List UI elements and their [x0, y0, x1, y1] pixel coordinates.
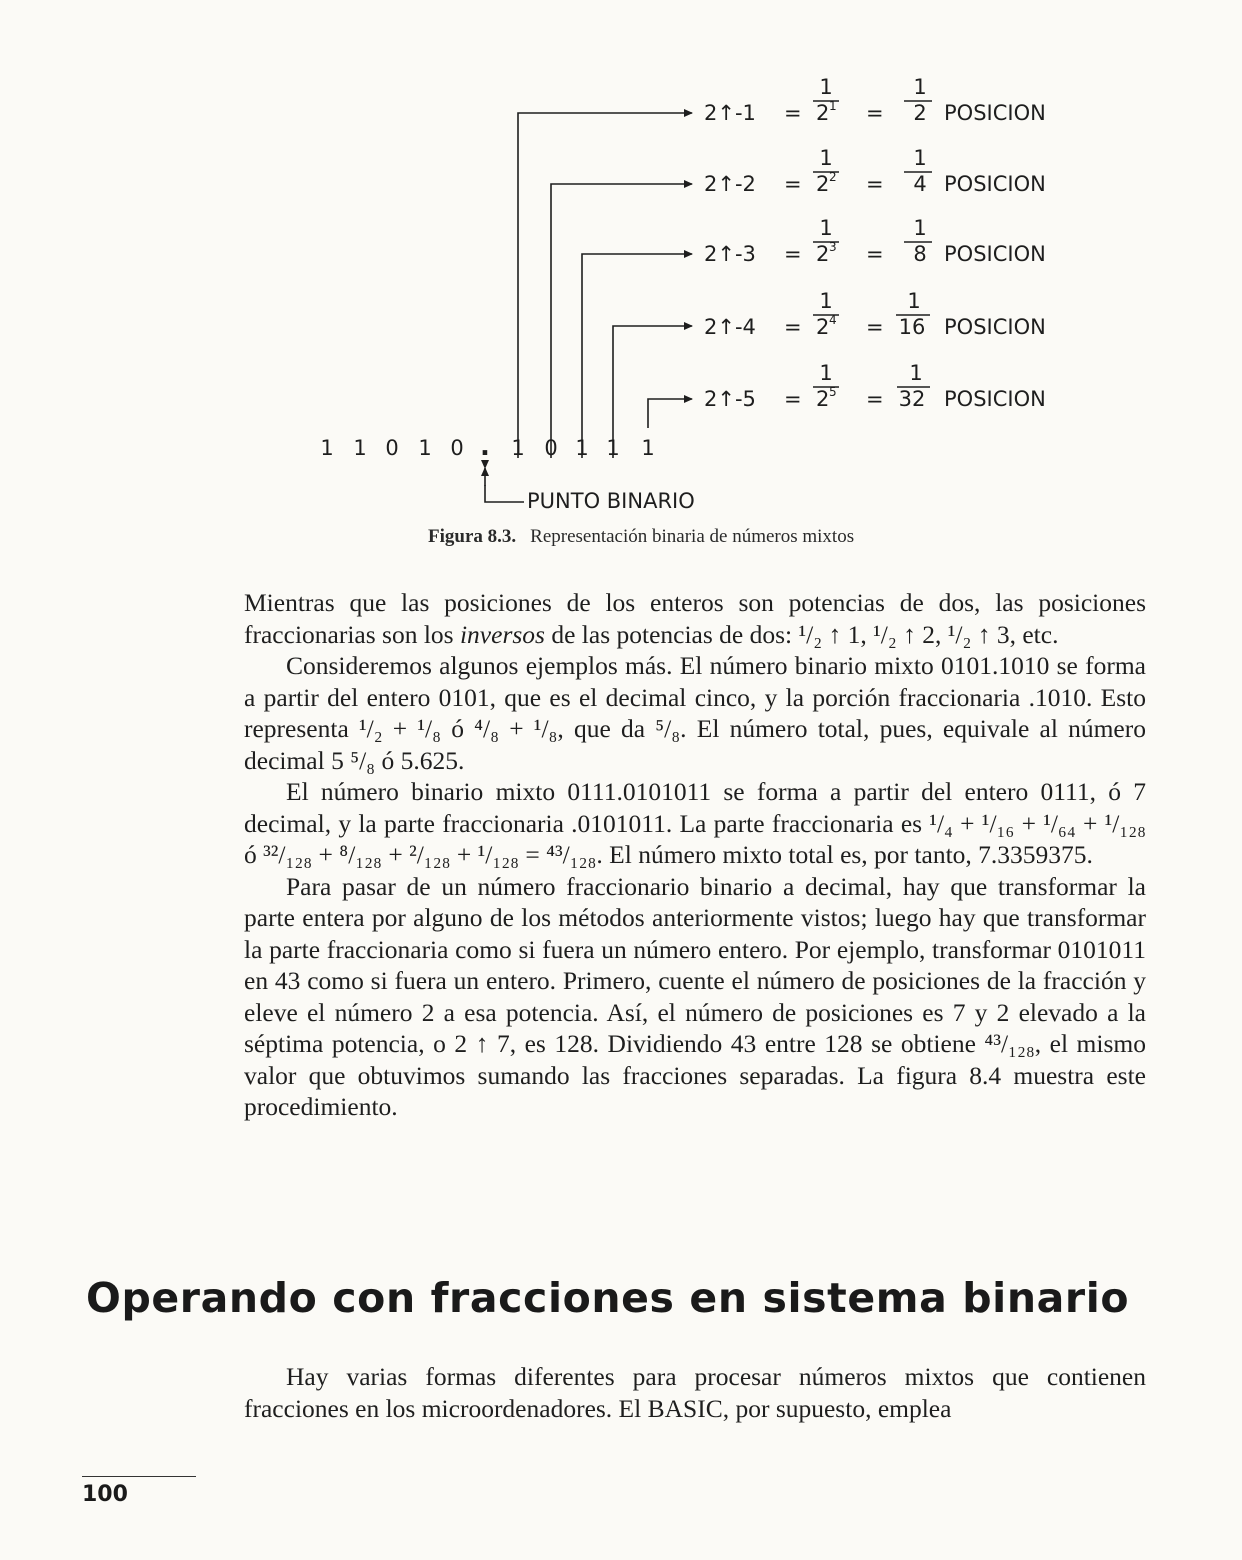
integer-digit: 1: [418, 436, 432, 460]
power-expression: 2↑-2: [704, 172, 756, 196]
fraction-digit: 1: [641, 436, 655, 460]
page-number: 100: [82, 1482, 128, 1507]
power-exponent: 5: [829, 385, 837, 399]
svg-text:=: =: [866, 387, 884, 411]
body-text: [244, 587, 1146, 1123]
power-expression: 2↑-1: [704, 101, 756, 125]
fraction-numerator: 1: [913, 216, 927, 240]
integer-digit: 0: [450, 436, 464, 460]
connector-line-5: [648, 399, 692, 428]
svg-text:=: =: [866, 242, 884, 266]
svg-text:=: =: [866, 172, 884, 196]
fraction-digit: 1: [606, 436, 620, 460]
fraction-digit: 1: [575, 436, 589, 460]
svg-text:=: =: [784, 387, 802, 411]
power-numerator: 1: [819, 361, 833, 385]
section-heading: Operando con fracciones en sistema binario: [86, 1274, 1130, 1322]
fraction-numerator: 1: [913, 146, 927, 170]
section-body-text: [244, 1361, 1146, 1424]
power-expression: 2↑-5: [704, 387, 756, 411]
position-label: POSICION: [944, 172, 1046, 196]
power-expression: 2↑-4: [704, 315, 756, 339]
figure-caption: [428, 526, 854, 548]
fraction-denominator: 8: [913, 242, 927, 266]
position-row-1: [704, 75, 1046, 125]
figure-caption-text: Representación binaria de números mixtos: [530, 526, 855, 547]
svg-text:=: =: [784, 242, 802, 266]
power-base: 2: [816, 387, 830, 411]
position-label: POSICION: [944, 242, 1046, 266]
power-numerator: 1: [819, 75, 833, 99]
page-number-rule: [82, 1476, 196, 1477]
paragraph-4: Para pasar de un número fraccionario binario a decimal, hay que transformar la parte entera por alguno de los métodos anteriormente vistos; luego hay que transformar la parte fraccionaria como si fuera un número entero. Por ejemplo, transformar 0101011 en 43 como si fuera un entero. Primero, cuente el número de posiciones de la fracción y eleve el número 2 a esa potencia. Así, el número de posiciones es 7 y 2 elevado a la séptima potencia, o 2 ↑ 7, es 128. Dividiendo 43 entre 128 se obtiene ⁴³/₁₂₈, el mismo valor que obtuvimos sumando las fracciones separadas. La figura 8.4 muestra este procedimiento.: [244, 871, 1146, 1121]
fraction-numerator: 1: [913, 75, 927, 99]
connector-line-2: [551, 184, 692, 458]
paragraph-5: Hay varias formas diferentes para procesar números mixtos que contienen fracciones en los microordenadores. El BASIC, por supuesto, emplea: [244, 1362, 1146, 1423]
position-label: POSICION: [944, 315, 1046, 339]
position-row-3: [704, 216, 1046, 266]
power-expression: 2↑-3: [704, 242, 756, 266]
svg-text:=: =: [866, 101, 884, 125]
position-row-2: [704, 146, 1046, 196]
svg-text:=: =: [784, 101, 802, 125]
svg-text:=: =: [784, 172, 802, 196]
binary-mixed-number: [320, 432, 654, 462]
fraction-digit: 1: [511, 436, 525, 460]
binary-point-bracket: [485, 485, 524, 502]
position-label: POSICION: [944, 101, 1046, 125]
fraction-denominator: 16: [898, 315, 926, 339]
connector-line-3: [582, 254, 692, 458]
power-exponent: 4: [829, 313, 837, 327]
position-row-5: [704, 361, 1046, 411]
fraction-numerator: 1: [907, 289, 921, 313]
fraction-digit: 0: [544, 436, 558, 460]
power-base: 2: [816, 172, 830, 196]
power-base: 2: [816, 315, 830, 339]
paragraph-3: El número binario mixto 0111.0101011 se forma a partir del entero 0111, ó 7 decimal, y la parte fraccionaria .0101011. La parte fraccionaria es ¹/₄ + ¹/₁₆ + ¹/₆₄ + ¹/₁₂₈ ó ³²/₁₂₈ + ⁸/₁₂₈ + ²/₁₂₈ + ¹/₁₂₈ = ⁴³/₁₂₈. El número mixto total es, por tanto, 7.3359375.: [244, 777, 1146, 869]
power-exponent: 3: [829, 240, 837, 254]
power-base: 2: [816, 101, 830, 125]
svg-text:=: =: [866, 315, 884, 339]
paragraph-1: Mientras que las posiciones de los enteros son potencias de dos, las posiciones fraccionarias son los inversos de las potencias de dos: ¹/₂ ↑ 1, ¹/₂ ↑ 2, ¹/₂ ↑ 3, etc.: [244, 588, 1146, 649]
power-exponent: 2: [829, 170, 837, 184]
position-row-4: [704, 289, 1046, 339]
binary-point: .: [480, 432, 490, 462]
binary-mixed-number-figure: [0, 0, 1242, 540]
binary-point-arrowhead: [481, 467, 489, 476]
power-exponent: 1: [829, 99, 837, 113]
power-numerator: 1: [819, 216, 833, 240]
svg-text:=: =: [784, 315, 802, 339]
binary-point-label: PUNTO BINARIO: [527, 489, 695, 513]
emphasis-inversos: inversos: [459, 619, 545, 649]
integer-digit: 1: [320, 436, 334, 460]
power-numerator: 1: [819, 146, 833, 170]
power-numerator: 1: [819, 289, 833, 313]
fraction-denominator: 4: [913, 172, 927, 196]
paragraph-2: Consideremos algunos ejemplos más. El número binario mixto 0101.1010 se forma a partir del entero 0101, que es el decimal cinco, y la porción fraccionaria .1010. Esto representa ¹/₂ + ¹/₈ ó ⁴/₈ + ¹/₈, que da ⁵/₈. El número total, pues, equivale al número decimal 5 ⁵/₈ ó 5.625.: [244, 651, 1146, 775]
integer-digit: 0: [385, 436, 399, 460]
fraction-denominator: 2: [913, 101, 927, 125]
figure-caption-label: Figura 8.3.: [428, 526, 517, 547]
integer-digit: 1: [353, 436, 367, 460]
fraction-denominator: 32: [898, 387, 926, 411]
fraction-numerator: 1: [909, 361, 923, 385]
connector-line-1: [518, 113, 692, 458]
position-label: POSICION: [944, 387, 1046, 411]
power-base: 2: [816, 242, 830, 266]
